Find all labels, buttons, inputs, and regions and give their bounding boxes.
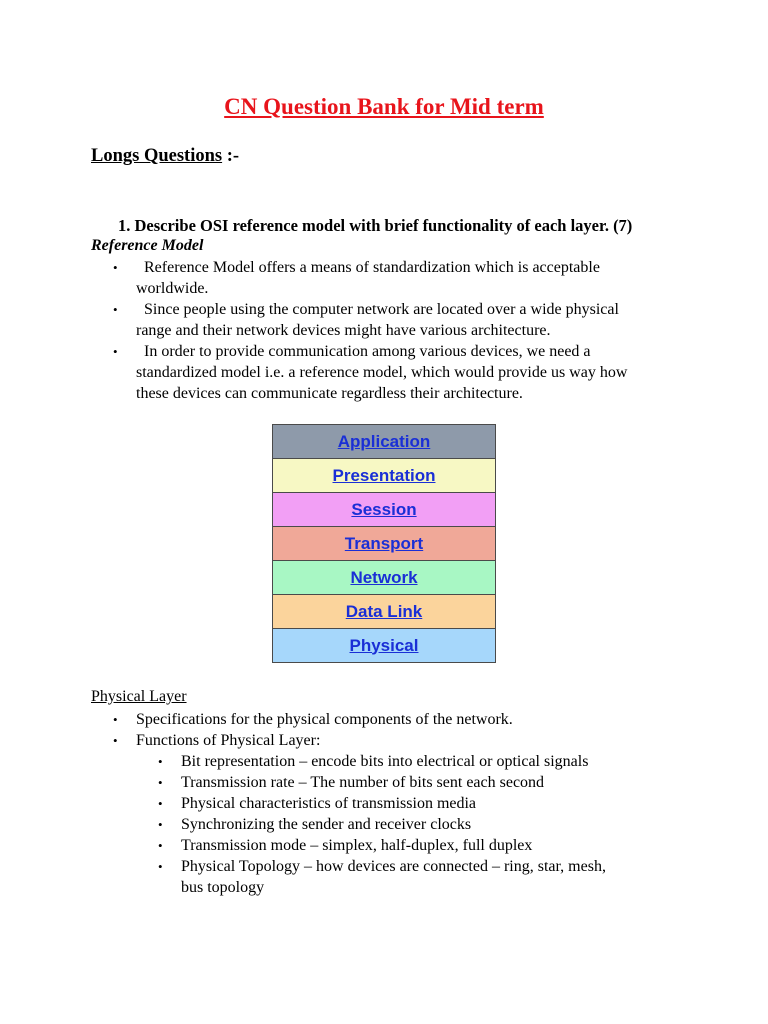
phys-sub-3: Physical characteristics of transmission media (181, 795, 477, 812)
osi-layer-label[interactable]: Presentation (332, 465, 436, 485)
ref-line-2: worldwide. (136, 280, 209, 297)
reference-model-heading: Reference Model (91, 237, 204, 254)
physical-layer-heading: Physical Layer (91, 688, 187, 705)
osi-layer-application (273, 425, 495, 459)
phys-sub-2: Transmission rate – The number of bits sent each second (181, 774, 545, 791)
bullet-marker: • (158, 775, 163, 790)
osi-layer-network (273, 561, 495, 595)
osi-layer-label[interactable]: Transport (344, 533, 424, 553)
section-heading-label: Longs Questions (91, 146, 223, 166)
ref-line-7: these devices can communicate regardless their architecture. (136, 385, 523, 402)
phys-sub-1: Bit representation – encode bits into electrical or optical signals (181, 753, 589, 770)
bullet-marker: • (158, 838, 163, 853)
bullet-marker: • (158, 817, 163, 832)
phys-bullet-1: Specifications for the physical components of the network. (136, 711, 513, 728)
ref-line-6: standardized model i.e. a reference model, which would provide us way how (136, 364, 628, 381)
ref-line-3: Since people using the computer network are located over a wide physical (144, 301, 619, 318)
osi-layer-label[interactable]: Physical (349, 635, 419, 655)
bullet-marker: • (113, 260, 118, 275)
phys-sub-5: Transmission mode – simplex, half-duplex, full duplex (181, 837, 533, 854)
osi-layer-label[interactable]: Network (350, 567, 418, 587)
page-title: CN Question Bank for Mid term (224, 94, 544, 119)
bullet-marker: • (158, 859, 163, 874)
phys-sub-6: Physical Topology – how devices are connected – ring, star, mesh, (181, 858, 606, 875)
section-heading-suffix: :- (222, 146, 240, 166)
osi-layer-presentation (273, 459, 495, 493)
phys-sub-4: Synchronizing the sender and receiver clocks (181, 816, 472, 833)
phys-sub-6-cont: bus topology (181, 879, 265, 896)
osi-layer-session (273, 493, 495, 527)
bullet-marker: • (113, 344, 118, 359)
osi-layer-data-link (273, 595, 495, 629)
question-1: 1. Describe OSI reference model with brief functionality of each layer. (7) (118, 216, 633, 235)
osi-layer-label[interactable]: Session (351, 499, 417, 519)
bullet-marker: • (113, 712, 118, 727)
osi-layer-label[interactable]: Application (337, 431, 431, 451)
osi-layer-transport (273, 527, 495, 561)
bullet-marker: • (158, 796, 163, 811)
ref-line-5: In order to provide communication among various devices, we need a (144, 343, 591, 360)
bullet-marker: • (158, 754, 163, 769)
phys-bullet-2: Functions of Physical Layer: (136, 732, 321, 749)
bullet-marker: • (113, 302, 118, 317)
section-heading (91, 146, 239, 167)
ref-line-4: range and their network devices might have various architecture. (136, 322, 551, 339)
osi-model-diagram (272, 424, 496, 663)
osi-layer-label[interactable]: Data Link (345, 601, 423, 621)
osi-layer-physical (273, 629, 495, 663)
ref-line-1: Reference Model offers a means of standardization which is acceptable (144, 259, 600, 276)
bullet-marker: • (113, 733, 118, 748)
